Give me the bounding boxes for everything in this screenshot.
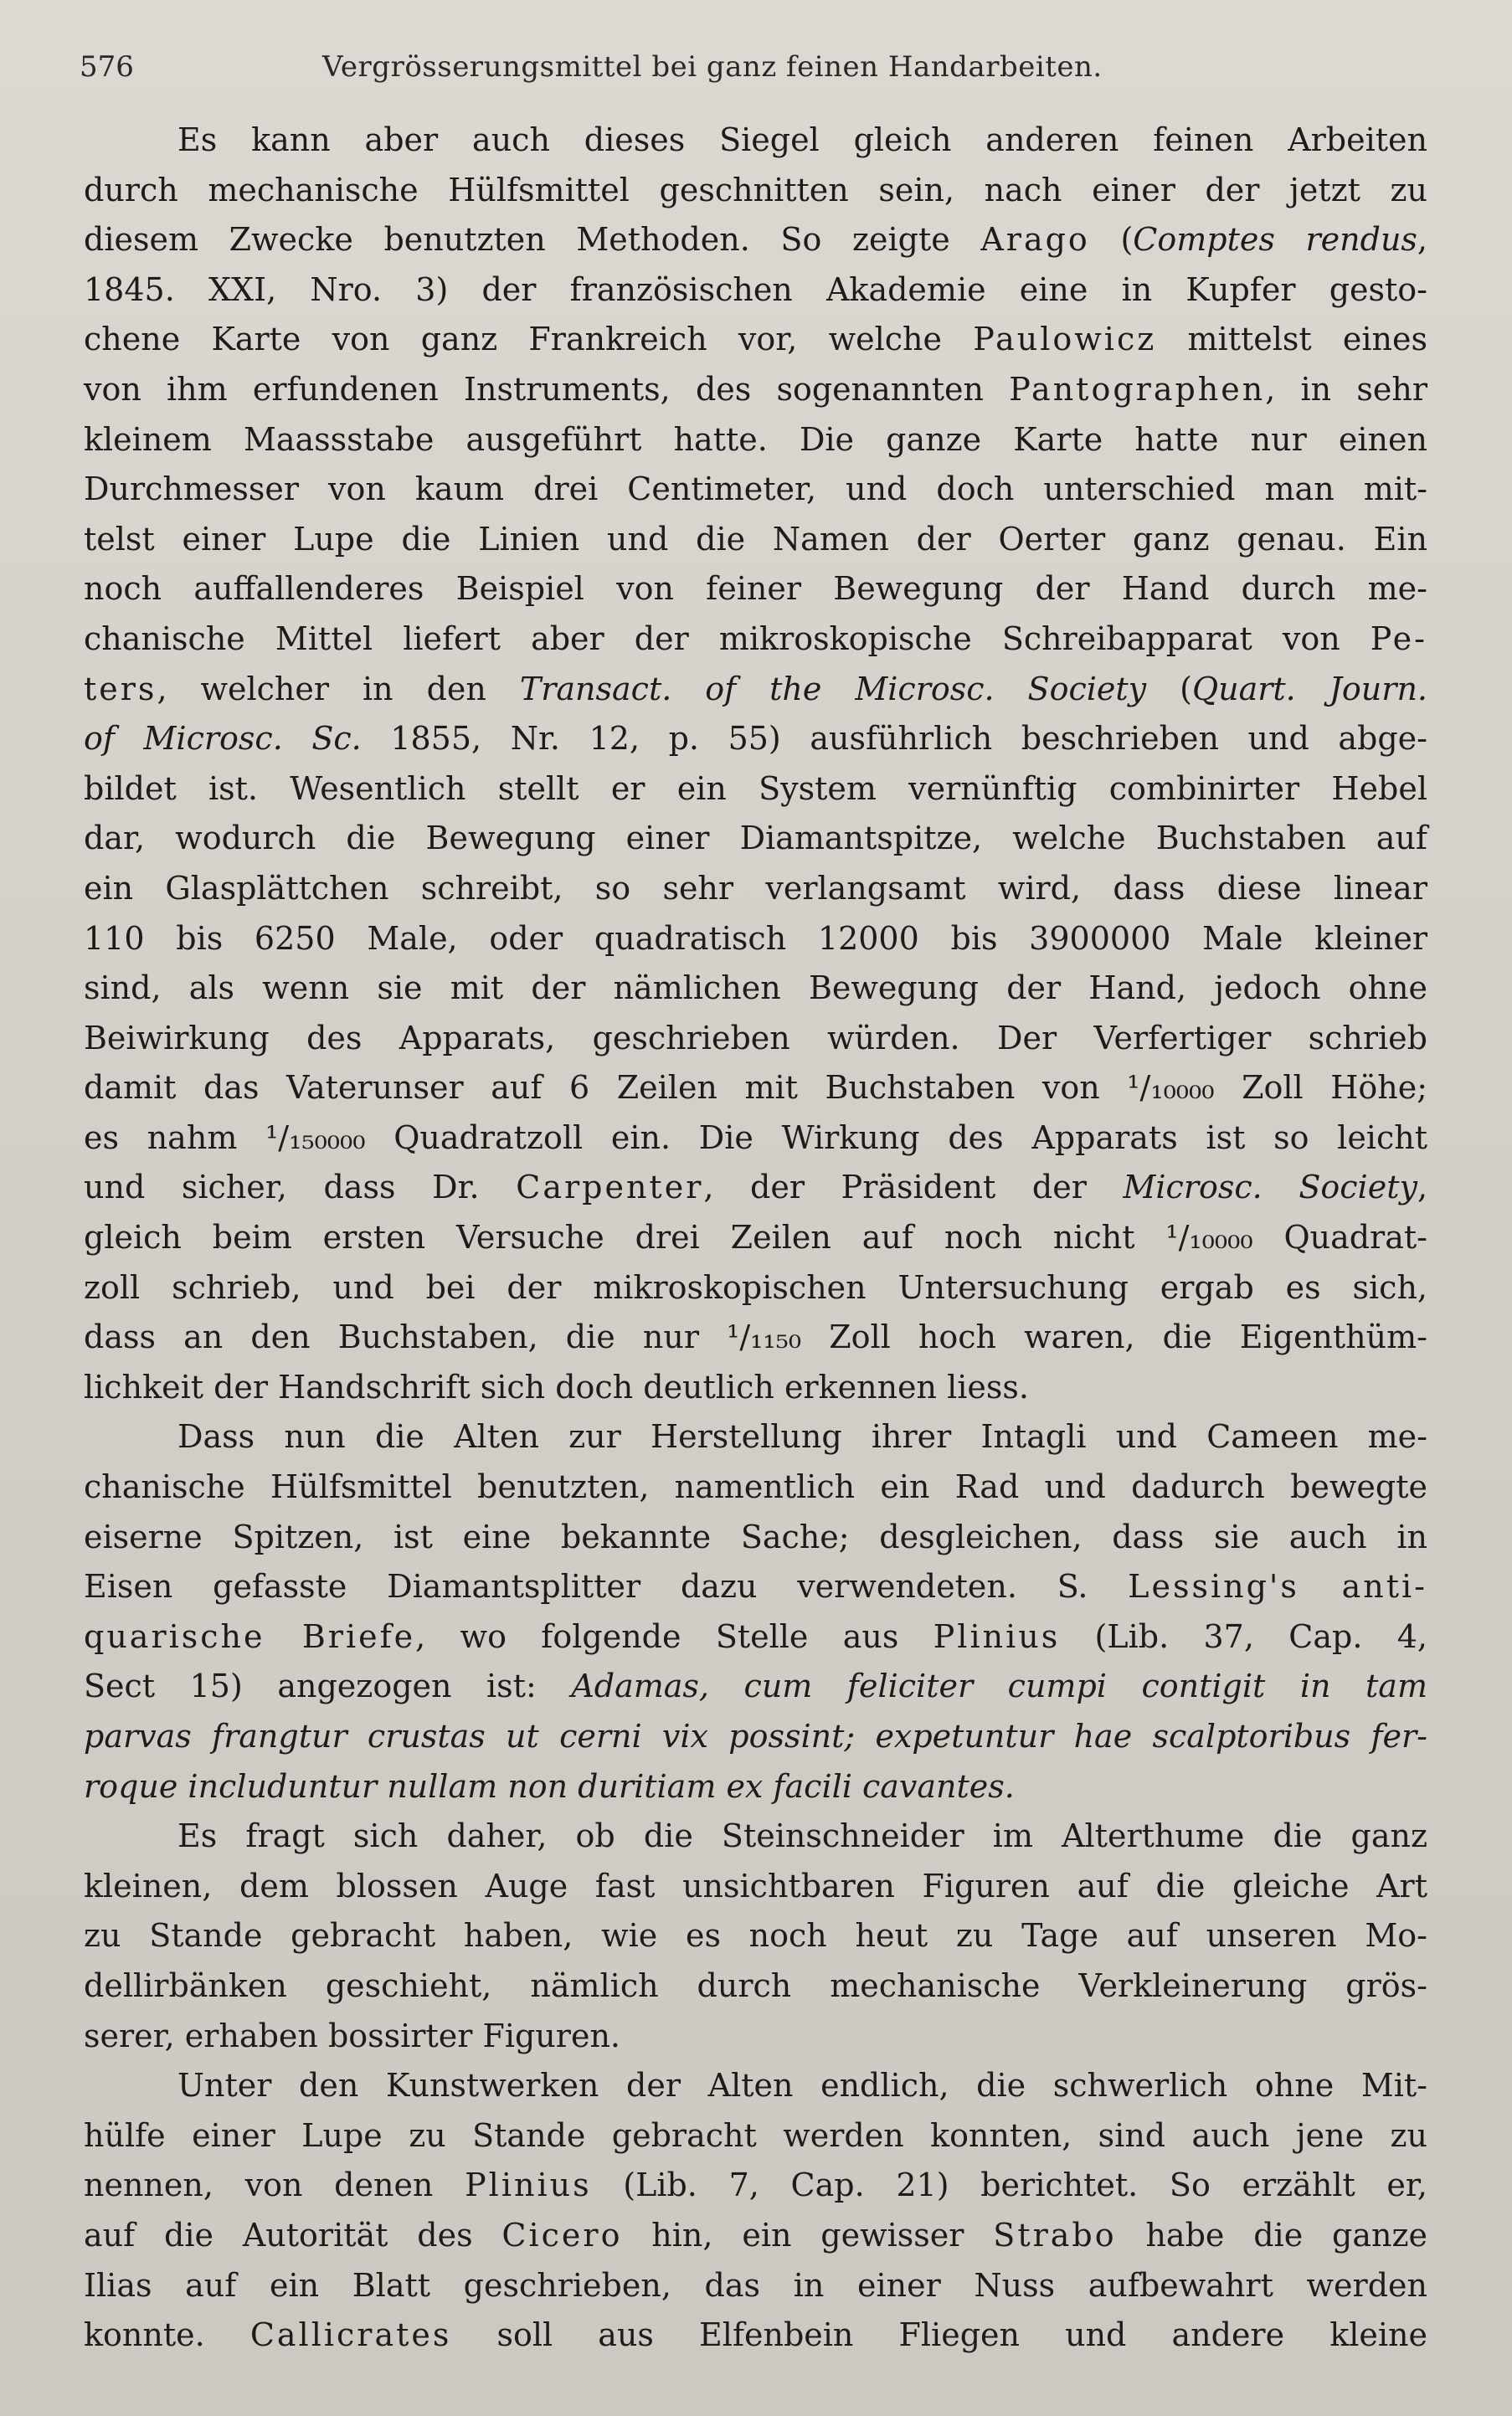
text-line: kleinen, dem blossen Auge fast unsichtbaren Figuren auf die gleiche Art — [84, 1867, 1427, 1905]
person-name: Strabo — [993, 2216, 1117, 2254]
text-line: 110 bis 6250 Male, oder quadratisch 12000 bis 3900000 Male kleiner — [84, 919, 1427, 957]
text-line: Unter den Kunstwerken der Alten endlich, die schwerlich ohne Mit- — [177, 2067, 1427, 2105]
text-line: zu Stande gebracht haben, wie es noch heut zu Tage auf unseren Mo- — [84, 1917, 1427, 1955]
text-line: Es kann aber auch dieses Siegel gleich anderen feinen Arbeiten — [177, 121, 1427, 158]
latin-quote-line: parvas frangtur crustas ut cerni vix possint; expetuntur hae scalptoribus fer- — [84, 1718, 1427, 1755]
text-line: Beiwirkung des Apparats, geschrieben würden. Der Verfertiger schrieb — [84, 1019, 1427, 1056]
text-line: dass an den Buchstaben, die nur ¹/₁₁₅₀ Zoll hoch waren, die Eigenthüm- — [84, 1319, 1427, 1356]
text-line: es nahm ¹/₁₅₀₀₀₀ Quadratzoll ein. Die Wirkung des Apparats ist so leicht — [84, 1118, 1427, 1156]
person-name: Callicrates — [249, 2316, 452, 2354]
text-line: gleich beim ersten Versuche drei Zeilen auf noch nicht ¹/₁₀₀₀₀ Quadrat- — [84, 1219, 1427, 1257]
text-line: konnte. Callicrates soll aus Elfenbein Fliegen und andere kleine — [84, 2316, 1427, 2354]
text-line: ters, welcher in den Transact. of the Microsc. Society (Quart. Journ. — [84, 670, 1427, 707]
text-line: sind, als wenn sie mit der nämlichen Bewegung der Hand, jedoch ohne — [84, 969, 1427, 1007]
person-name: Carpenter — [516, 1169, 704, 1206]
text-line: chanische Hülfsmittel benutzten, namentlich ein Rad und dadurch bewegte — [84, 1468, 1427, 1506]
text-line: serer, erhaben bossirter Figuren. — [84, 2017, 620, 2054]
text-line: Dass nun die Alten zur Herstellung ihrer Intagli und Cameen me- — [177, 1418, 1427, 1456]
text-line: chene Karte von ganz Frankreich vor, welche Paulowicz mittelst eines — [84, 321, 1427, 358]
citation: Transact. of the Microsc. Society — [519, 670, 1147, 707]
text-line: noch auffallenderes Beispiel von feiner Bewegung der Hand durch me- — [84, 570, 1427, 608]
text-line: dellirbänken geschieht, nämlich durch mechanische Verkleinerung grös- — [84, 1966, 1427, 2004]
text-line: quarische Briefe, wo folgende Stelle aus Plinius (Lib. 37, Cap. 4, — [84, 1617, 1427, 1655]
citation: Microsc. Society — [1123, 1169, 1417, 1206]
person-name: Arago — [980, 221, 1090, 259]
text-line: Durchmesser von kaum drei Centimeter, und doch unterschied man mit- — [84, 470, 1427, 508]
person-name: Plinius — [465, 2167, 592, 2204]
text-line: durch mechanische Hülfsmittel geschnitten sein, nach einer der jetzt zu — [84, 171, 1427, 208]
text-line: Ilias auf ein Blatt geschrieben, das in einer Nuss aufbewahrt werden — [84, 2266, 1427, 2304]
book-title: Lessing's anti- — [1128, 1568, 1427, 1606]
text-line: kleinem Maassstabe ausgeführt hatte. Die ganze Karte hatte nur einen — [84, 420, 1427, 458]
text-line: telst einer Lupe die Linien und die Namen der Oerter ganz genau. Ein — [84, 520, 1427, 558]
person-name: ters — [84, 670, 157, 707]
running-title: Vergrösserungsmittel bei ganz feinen Handarbeiten. — [322, 50, 1103, 84]
text-line: chanische Mittel liefert aber der mikroskopische Schreibapparat von Pe- — [84, 619, 1427, 657]
text-line: hülfe einer Lupe zu Stande gebracht werden konnten, sind auch jene zu — [84, 2116, 1427, 2154]
latin-quote-line: roque includuntur nullam non duritiam ex facili cavantes. — [84, 1767, 1015, 1805]
citation: Quart. Journ. — [1191, 670, 1427, 707]
text-line: ein Glasplättchen schreibt, so sehr verlangsamt wird, dass diese linear — [84, 869, 1427, 907]
text-line: und sicher, dass Dr. Carpenter, der Präsident der Microsc. Society, — [84, 1169, 1428, 1206]
person-name: Paulowicz — [973, 321, 1157, 358]
term: Pantographen — [1009, 370, 1266, 408]
text-line: bildet ist. Wesentlich stellt er ein System vernünftig combinirter Hebel — [84, 769, 1427, 807]
person-name: Plinius — [933, 1617, 1061, 1655]
latin-quote: Adamas, cum feliciter cumpi contigit in tam — [571, 1668, 1427, 1705]
person-name: Pe- — [1370, 619, 1427, 657]
page-number: 576 — [80, 50, 134, 84]
text-line: 1845. XXI, Nro. 3) der französischen Akademie eine in Kupfer gesto- — [84, 270, 1427, 308]
text-line: zoll schrieb, und bei der mikroskopischen Untersuchung ergab es sich, — [84, 1268, 1427, 1306]
text-line: Sect 15) angezogen ist: Adamas, cum feliciter cumpi contigit in tam — [84, 1668, 1427, 1705]
text-line: Eisen gefasste Diamantsplitter dazu verwendeten. S. Lessing's anti- — [84, 1568, 1427, 1606]
text-line: diesem Zwecke benutzten Methoden. So zeigte Arago (Comptes rendus, — [84, 221, 1428, 259]
text-line: nennen, von denen Plinius (Lib. 7, Cap. 21) berichtet. So erzählt er, — [84, 2167, 1427, 2204]
person-name: Cicero — [501, 2216, 623, 2254]
text-line: dar, wodurch die Bewegung einer Diamantspitze, welche Buchstaben auf — [84, 820, 1427, 857]
text-line: lichkeit der Handschrift sich doch deutlich erkennen liess. — [84, 1368, 1029, 1406]
text-line: Es fragt sich daher, ob die Steinschneider im Alterthume die ganz — [177, 1817, 1427, 1855]
book-title: quarische Briefe — [84, 1617, 416, 1655]
text-line: of Microsc. Sc. 1855, Nr. 12, p. 55) ausführlich beschrieben und abge- — [84, 720, 1427, 758]
text-line: auf die Autorität des Cicero hin, ein gewisser Strabo habe die ganze — [84, 2216, 1428, 2254]
body-text — [84, 116, 1427, 2361]
citation: of Microsc. Sc. — [84, 720, 362, 758]
text-line: von ihm erfundenen Instruments, des sogenannten Pantographen, in sehr — [84, 370, 1427, 408]
citation: Comptes rendus — [1133, 221, 1417, 259]
text-line: damit das Vaterunser auf 6 Zeilen mit Buchstaben von ¹/₁₀₀₀₀ Zoll Höhe; — [84, 1069, 1427, 1107]
text-line: eiserne Spitzen, ist eine bekannte Sache; desgleichen, dass sie auch in — [84, 1518, 1427, 1555]
